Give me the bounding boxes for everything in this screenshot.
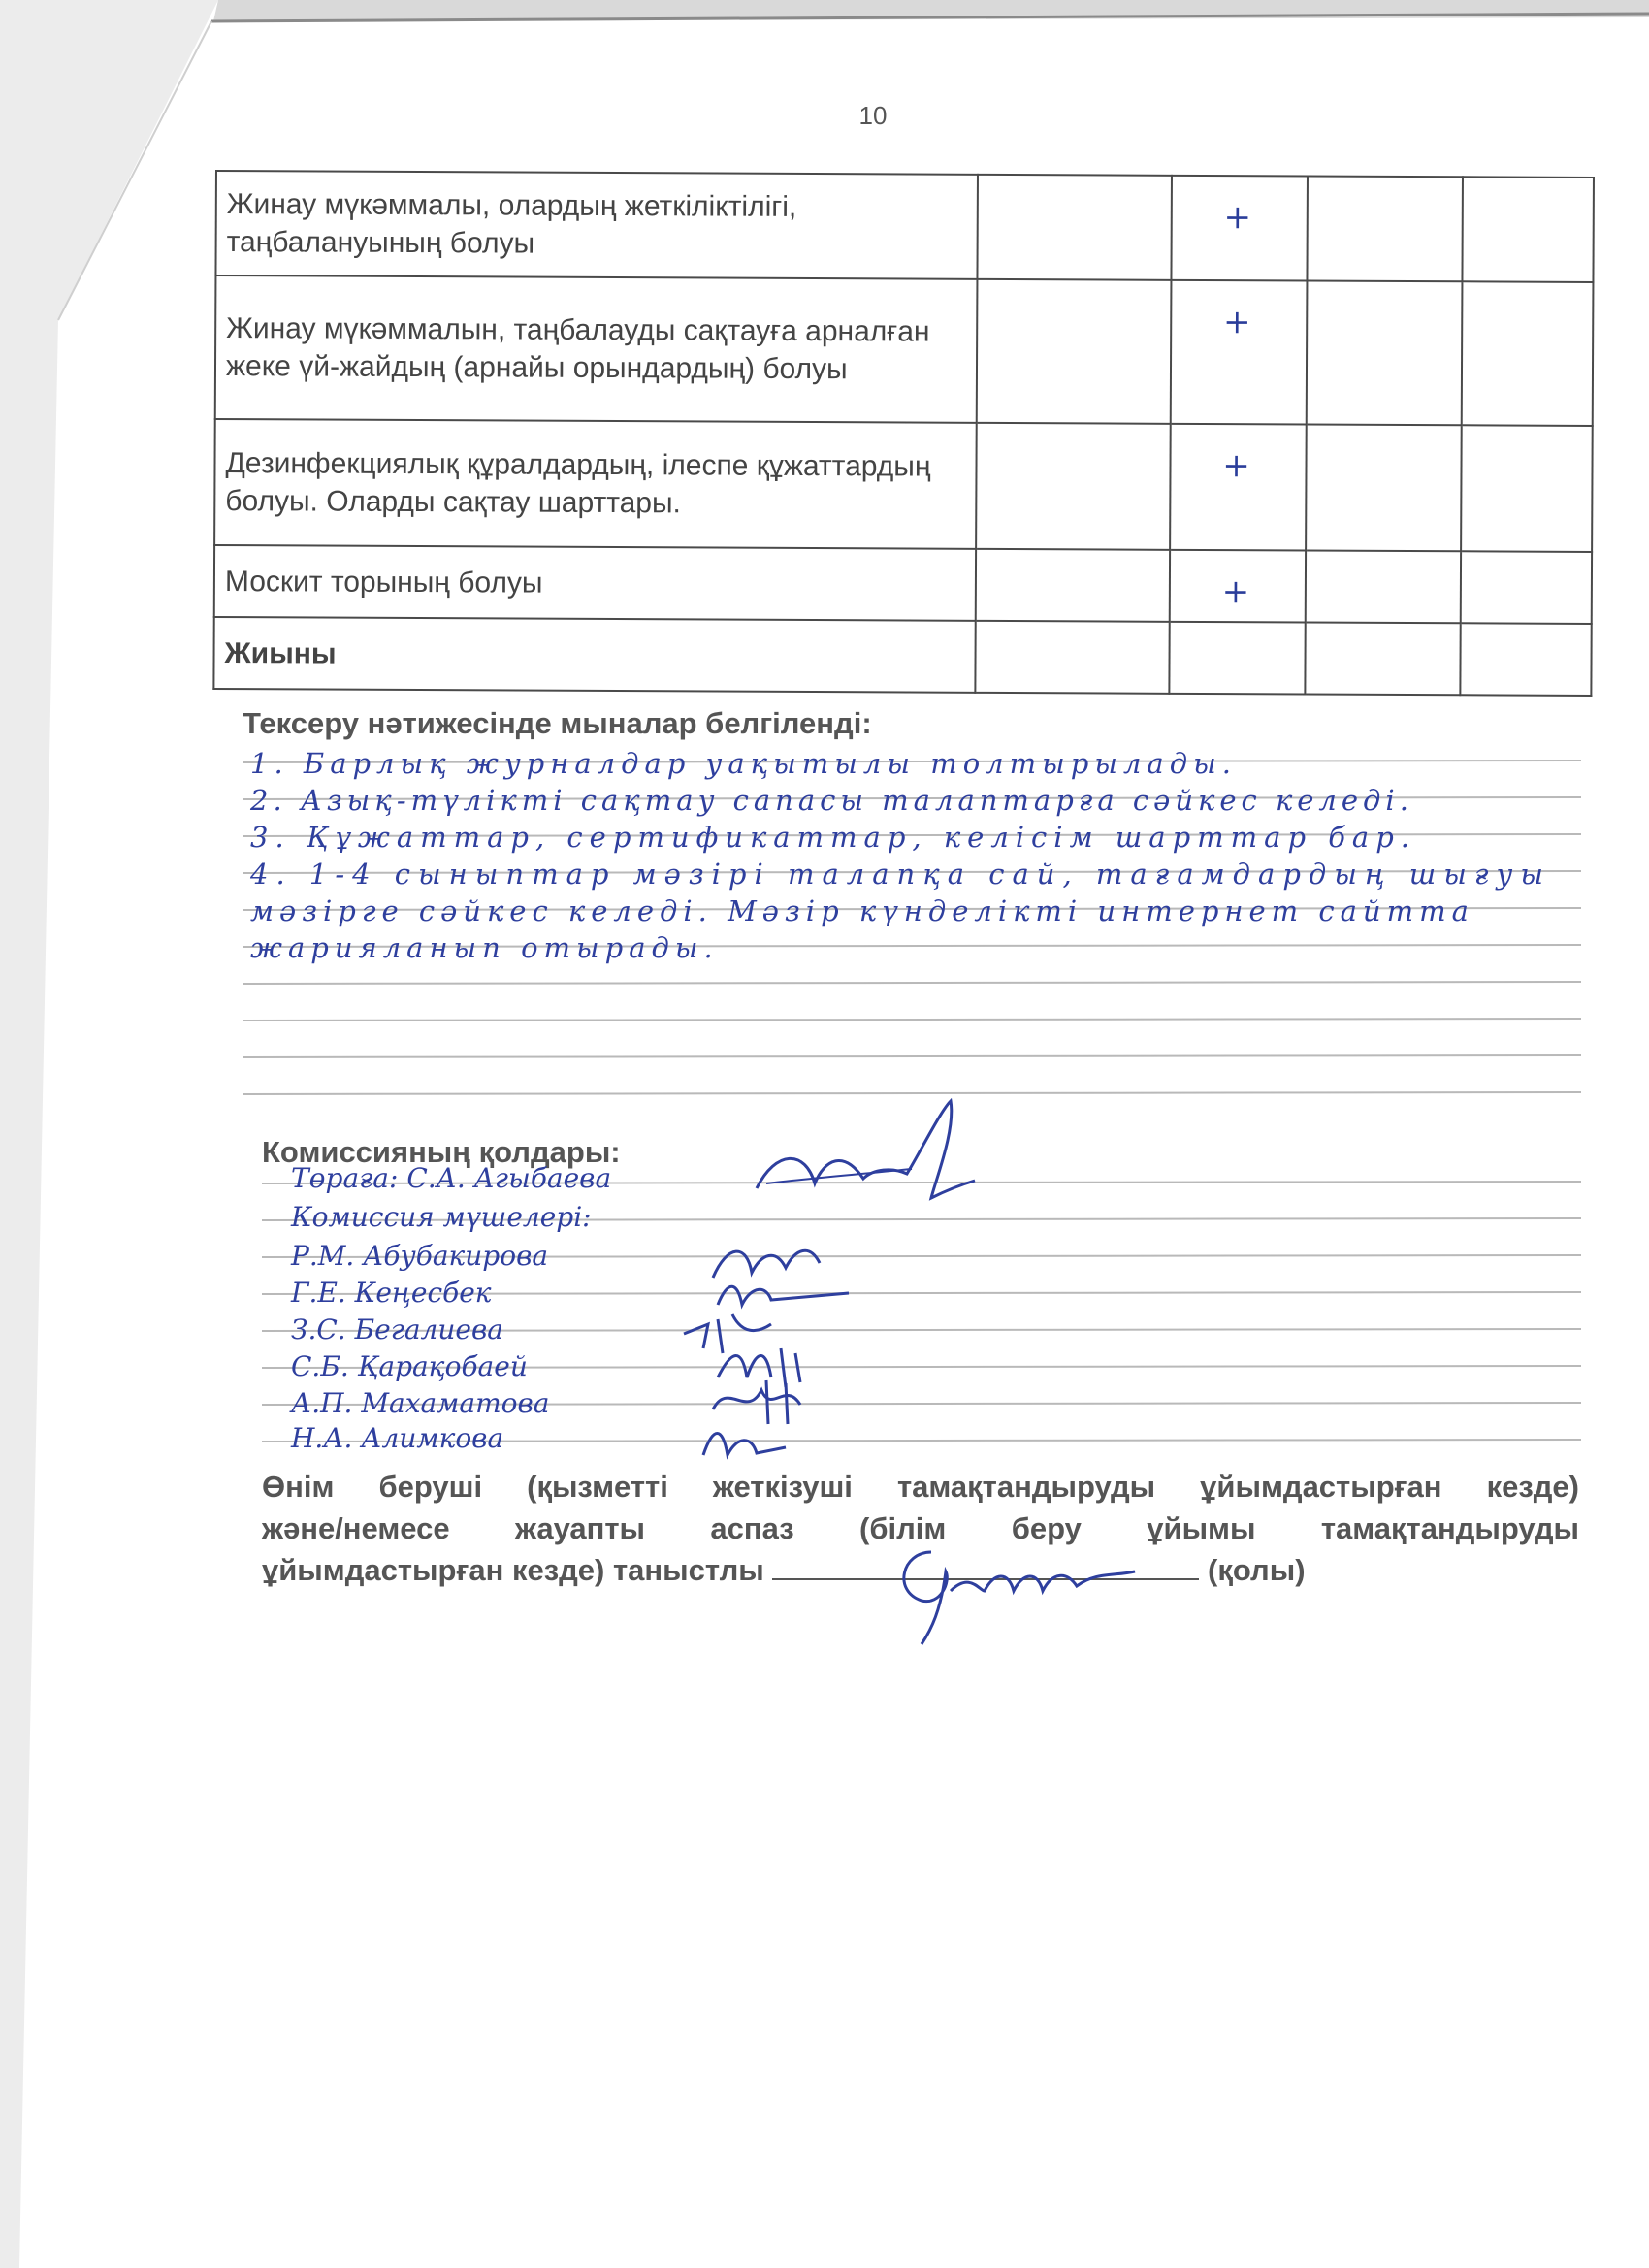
- check-mark: +: [1170, 424, 1307, 551]
- empty-cell: [977, 279, 1172, 424]
- inspection-table: [212, 170, 1595, 697]
- signatures-title: Комиссияның қолдары:: [262, 1135, 621, 1169]
- empty-cell: [1460, 623, 1591, 696]
- empty-cell: [977, 175, 1172, 280]
- chair-signature: [747, 1091, 980, 1208]
- empty-cell: [1461, 551, 1592, 624]
- criterion-cell: Жинау мүкәммалын, таңбалауды сақтауға арналған жеке үй-жайдың (арнайы орындардың) болуы: [215, 275, 978, 423]
- finding-line: мәзірге сәйкес келеді. Мәзір күнделікті интернет сайтта: [250, 894, 1474, 927]
- finding-line: 1. Барлық журналдар уақытылы толтырылады.: [250, 747, 1237, 780]
- empty-cell: [1461, 425, 1593, 552]
- member-name: С.Б. Қарақобаей: [291, 1350, 528, 1382]
- finding-line: 3. Құжаттар, сертификаттар, келісім шарттар бар.: [250, 821, 1417, 854]
- empty-cell: [1305, 623, 1460, 696]
- empty-cell: [976, 549, 1170, 622]
- empty-cell: [1462, 177, 1594, 282]
- member-signature: [698, 1416, 795, 1465]
- check-mark: [1169, 622, 1305, 695]
- finding-line: 2. Азық-түлікті сақтау сапасы талаптарға сәйкес келеді.: [250, 784, 1413, 817]
- commission-chair-line: Төраға: С.А. Агыбаева: [291, 1162, 612, 1194]
- page-number: 10: [858, 101, 888, 130]
- member-name: А.П. Махаматова: [291, 1387, 550, 1419]
- empty-cell: [1307, 281, 1463, 426]
- table-total-row: [213, 617, 1591, 696]
- total-label: Жиыны: [213, 617, 975, 693]
- supplier-signature: [873, 1533, 1183, 1649]
- empty-cell: [1306, 550, 1461, 623]
- empty-cell: [975, 621, 1169, 694]
- signature-label: (қолы): [1208, 1552, 1306, 1587]
- table-row: [214, 545, 1592, 624]
- member-name: Г.Е. Кеңесбек: [291, 1277, 492, 1309]
- check-mark: +: [1170, 550, 1306, 623]
- criterion-cell: Дезинфекциялық құралдардың, ілеспе құжаттардың болуы. Оларды сақтау шарттары.: [214, 419, 977, 549]
- criterion-cell: Москит торының болуы: [214, 545, 976, 621]
- empty-cell: [1306, 424, 1462, 551]
- criterion-cell: Жинау мүкәммалы, олардың жеткіліктілігі, таңбалануының болуы: [215, 171, 978, 279]
- check-mark: +: [1171, 176, 1308, 281]
- table-row: [214, 419, 1593, 552]
- table-row: [215, 171, 1594, 282]
- acknowledgement-line: және/немесе жауапты аспаз (білім беру ұйымы тамақтандыруды: [262, 1510, 1579, 1545]
- table-row: [215, 275, 1594, 426]
- acknowledgement-line: ұйымдастырған кезде) таныстлы: [262, 1552, 764, 1587]
- member-name: З.С. Бегалиева: [291, 1313, 503, 1345]
- check-mark: +: [1171, 280, 1308, 425]
- empty-cell: [976, 423, 1171, 550]
- empty-cell: [1307, 177, 1463, 282]
- commission-members-label: Комиссия мүшелері:: [291, 1201, 592, 1233]
- member-name: Н.А. Алимкова: [291, 1422, 504, 1454]
- acknowledgement-line: Өнім беруші (қызметті жеткізуші тамақтандыруды ұйымдастырған кезде): [262, 1470, 1579, 1504]
- member-name: Р.М. Абубакирова: [291, 1240, 549, 1272]
- finding-line: 4. 1-4 сыныптар мәзірі талапқа сай, тағамдардың шығуы: [250, 858, 1551, 891]
- finding-line: жарияланып отырады.: [250, 931, 719, 964]
- findings-title: Тексеру нәтижесінде мыналар белгіленді:: [242, 706, 872, 740]
- empty-cell: [1462, 281, 1594, 426]
